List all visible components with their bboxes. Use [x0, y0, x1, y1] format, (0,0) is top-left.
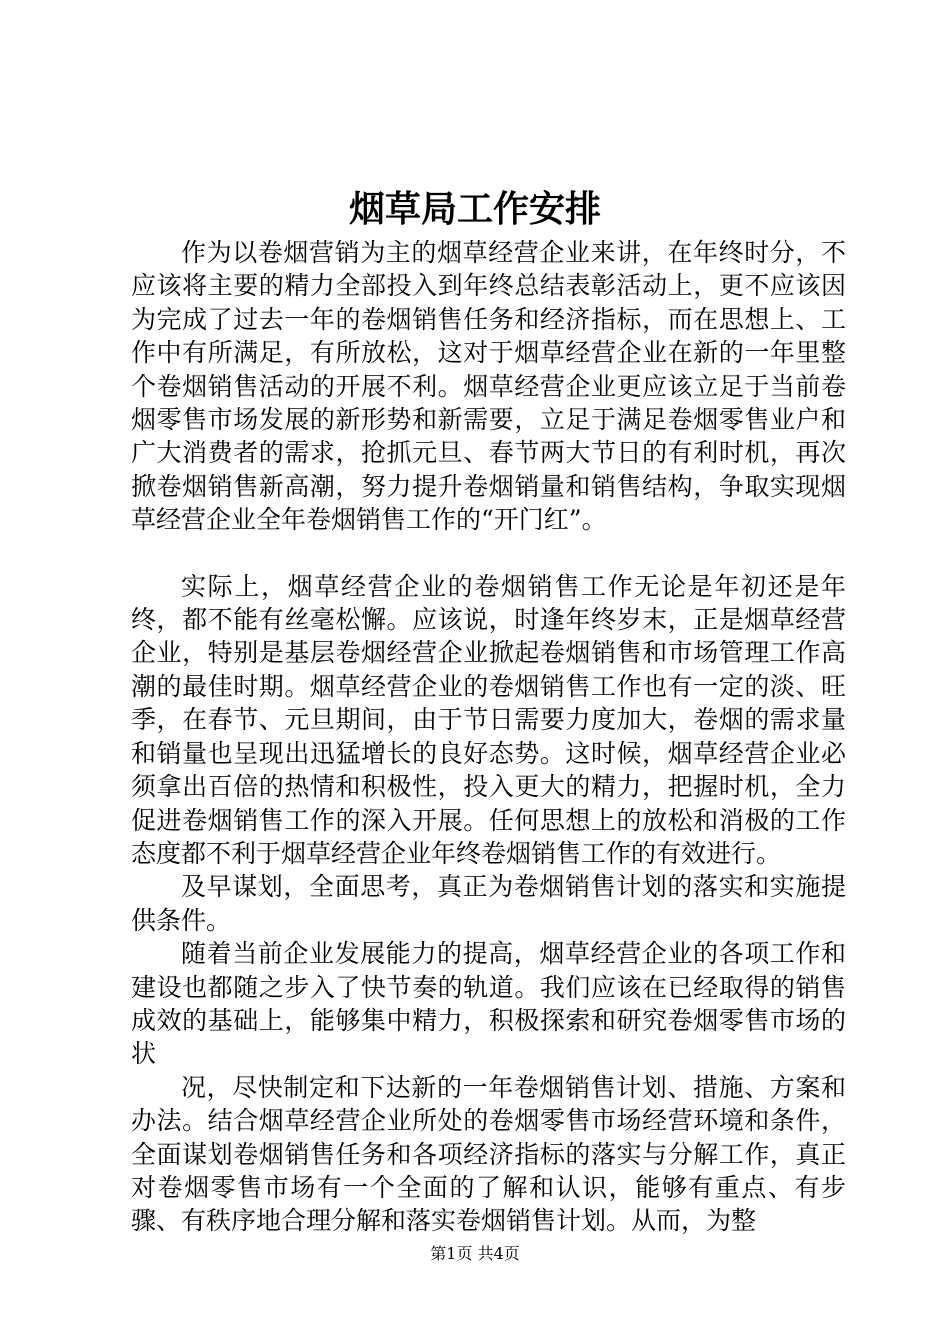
- paragraph-sales-plan: 况，尽快制定和下达新的一年卷烟销售计划、措施、方案和办法。结合烟草经营企业所处的卷烟零售市场经营环境和条件，全面谋划卷烟销售任务和各项经济指标的落实与分解工作，真正对卷烟零售市场有一个全面的了解和认识，能够有重点、有步骤、有秩序地合理分解和落实卷烟销售计划。从而，为整: [131, 1072, 846, 1236]
- paragraph-early-planning: 及早谋划，全面思考，真正为卷烟销售计划的落实和实施提供条件。: [131, 872, 846, 935]
- paragraph-market-research: 随着当前企业发展能力的提高，烟草经营企业的各项工作和建设也都随之步入了快节奏的轨道。我们应该在已经取得的销售成效的基础上，能够集中精力，积极探索和研究卷烟零售市场的状: [131, 939, 846, 1069]
- paragraph-intro: 作为以卷烟营销为主的烟草经营企业来讲，在年终时分，不应该将主要的精力全部投入到年终总结表彰活动上，更不应该因为完成了过去一年的卷烟销售任务和经济指标，而在思想上、工作中有所满足，有所放松，这对于烟草经营企业在新的一年里整个卷烟销售活动的开展不利。烟草经营企业更应该立足于当前卷烟零售市场发展的新形势和新需要，立足于满足卷烟零售业户和广大消费者的需求，抢抓元旦、春节两大节日的有利时机，再次掀卷烟销售新高潮，努力提升卷烟销量和销售结构，争取实现烟草经营企业全年卷烟销售工作的“开门红”。: [131, 238, 846, 535]
- page-number-footer: 第1页 共4页: [430, 1244, 520, 1263]
- document-title: 烟草局工作安排: [348, 188, 601, 230]
- document-body: [131, 236, 846, 1238]
- paragraph-spacer: [131, 537, 846, 570]
- paragraph-year-end-sales: 实际上，烟草经营企业的卷烟销售工作无论是年初还是年终，都不能有丝毫松懈。应该说，时逢年终岁末，正是烟草经营企业，特别是基层卷烟经营企业掀起卷烟销售和市场管理工作高潮的最佳时期。烟草经营企业的卷烟销售工作也有一定的淡、旺季，在春节、元旦期间，由于节日需要力度加大，卷烟的需求量和销量也呈现出迅猛增长的良好态势。这时候，烟草经营企业必须拿出百倍的热情和积极性，投入更大的精力，把握时机，全力促进卷烟销售工作的深入开展。任何思想上的放松和消极的工作态度都不利于烟草经营企业年终卷烟销售工作的有效进行。: [131, 571, 846, 868]
